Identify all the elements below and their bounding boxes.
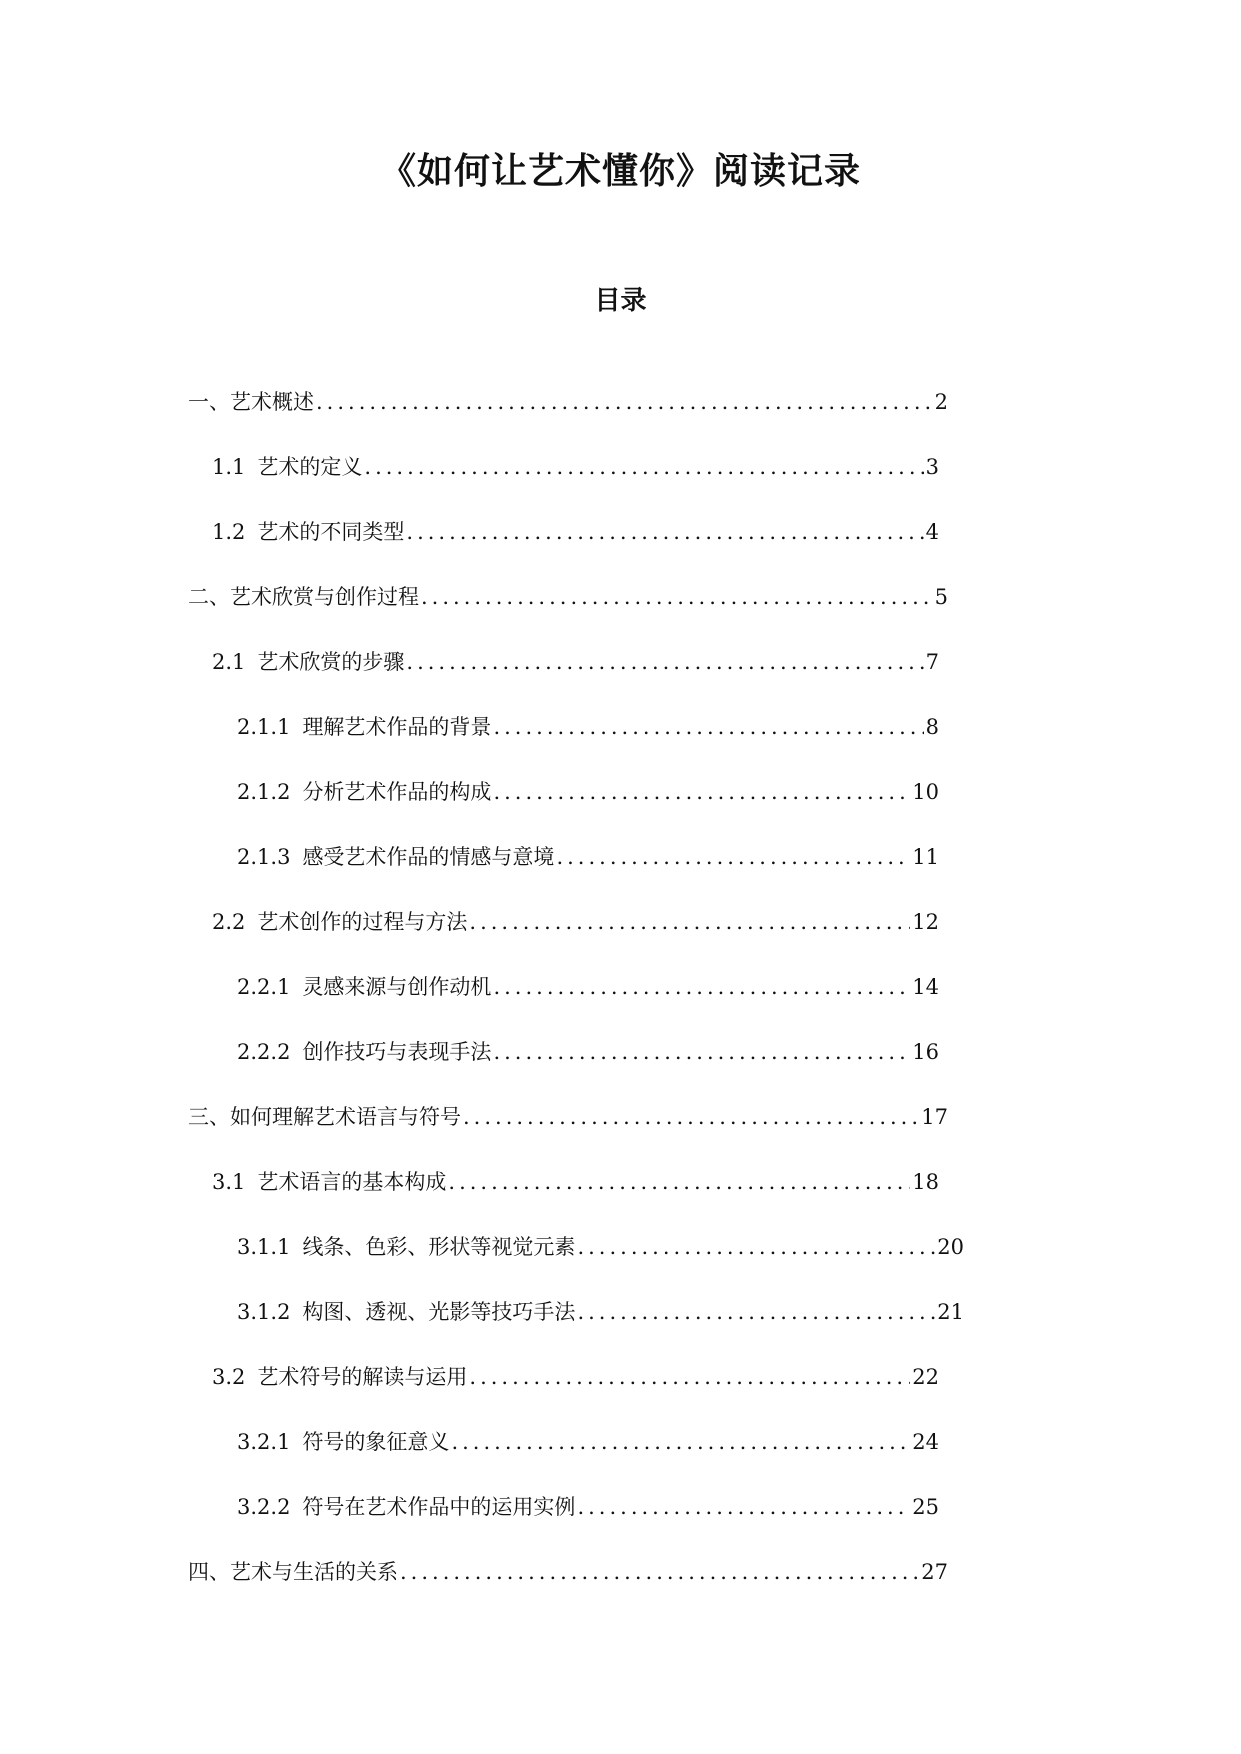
toc-entry-number: 3.1.2 [237, 1300, 291, 1324]
toc-leader-dots [493, 772, 910, 812]
toc-entry-number: 2.1.3 [237, 845, 291, 869]
toc-entry[interactable] [237, 967, 939, 1007]
toc-entry[interactable] [237, 837, 939, 877]
toc-entry-text: 四、艺术与生活的关系 [188, 1560, 398, 1584]
toc-leader-dots [316, 382, 933, 422]
toc-entry-text: 艺术的定义 [257, 455, 363, 479]
toc-entry-number: 2.1.1 [237, 715, 291, 739]
toc-entry[interactable] [237, 772, 939, 812]
toc-entry-page: 11 [912, 845, 939, 869]
toc-leader-dots [406, 512, 923, 552]
toc-entry-page: 21 [937, 1300, 964, 1324]
toc-entry-text: 三、如何理解艺术语言与符号 [188, 1105, 461, 1129]
toc-leader-dots [577, 1292, 935, 1332]
toc-leader-dots [448, 1162, 910, 1202]
toc-leader-dots [421, 577, 933, 617]
toc-entry-page: 10 [912, 780, 939, 804]
toc-entry-number: 3.1.1 [237, 1235, 291, 1259]
toc-entry-page: 14 [912, 975, 939, 999]
toc-leader-dots [364, 447, 923, 487]
toc-entry[interactable] [212, 642, 939, 682]
toc-entry-text: 感受艺术作品的情感与意境 [302, 845, 555, 869]
toc-entry-number: 3.2 [212, 1365, 246, 1389]
toc-entry-number: 2.2 [212, 910, 246, 934]
toc-leader-dots [493, 707, 923, 747]
toc-entry-page: 8 [925, 715, 939, 739]
toc-entry-page: 2 [934, 390, 948, 414]
toc-entry-number: 3.2.2 [237, 1495, 291, 1519]
toc-entry-page: 17 [921, 1105, 948, 1129]
toc-entry[interactable] [188, 577, 948, 617]
toc-entry-page: 22 [912, 1365, 939, 1389]
document-title: 《如何让艺术懂你》阅读记录 [379, 151, 861, 192]
toc-leader-dots [556, 837, 910, 877]
toc-entry-text: 符号的象征意义 [302, 1430, 450, 1454]
toc-entry[interactable] [237, 1227, 964, 1267]
toc-entry-text: 艺术符号的解读与运用 [257, 1365, 468, 1389]
toc-entry[interactable] [237, 707, 939, 747]
toc-entry-page: 4 [925, 520, 939, 544]
toc-leader-dots [400, 1552, 919, 1592]
toc-entry-page: 24 [912, 1430, 939, 1454]
toc-entry-text: 艺术创作的过程与方法 [257, 910, 468, 934]
toc-leader-dots [469, 902, 910, 942]
toc-entry[interactable] [212, 1162, 939, 1202]
toc-leader-dots [451, 1422, 910, 1462]
toc-entry-text: 二、艺术欣赏与创作过程 [188, 585, 419, 609]
toc-leader-dots [577, 1487, 910, 1527]
toc-entry[interactable] [212, 447, 939, 487]
toc-entry-text: 线条、色彩、形状等视觉元素 [302, 1235, 576, 1259]
toc-entry[interactable] [212, 512, 939, 552]
toc-entry-page: 27 [921, 1560, 948, 1584]
toc-entry-number: 1.2 [212, 520, 246, 544]
toc-entry[interactable] [237, 1422, 939, 1462]
toc-entry[interactable] [212, 902, 939, 942]
toc-entry-text: 符号在艺术作品中的运用实例 [302, 1495, 576, 1519]
toc-entry[interactable] [237, 1487, 939, 1527]
toc-entry-text: 艺术欣赏的步骤 [257, 650, 405, 674]
toc-entry-page: 7 [925, 650, 939, 674]
toc-entry-page: 16 [912, 1040, 939, 1064]
toc-leader-dots [463, 1097, 919, 1137]
toc-heading: 目录 [594, 286, 647, 316]
toc-entry-text: 一、艺术概述 [188, 390, 314, 414]
toc-entry-number: 2.1 [212, 650, 246, 674]
toc-entry-page: 3 [925, 455, 939, 479]
toc-entry[interactable] [237, 1032, 939, 1072]
toc-entry-number: 2.2.1 [237, 975, 291, 999]
toc-leader-dots [493, 967, 910, 1007]
toc-entry-page: 12 [912, 910, 939, 934]
toc-entry-number: 1.1 [212, 455, 246, 479]
toc-entry[interactable] [212, 1357, 939, 1397]
toc-leader-dots [577, 1227, 935, 1267]
toc-entry-text: 艺术的不同类型 [257, 520, 405, 544]
toc-entry-number: 3.1 [212, 1170, 246, 1194]
toc-entry-page: 5 [934, 585, 948, 609]
toc-entry[interactable] [188, 382, 948, 422]
toc-entry-number: 2.1.2 [237, 780, 291, 804]
toc-leader-dots [406, 642, 923, 682]
toc-entry-text: 分析艺术作品的构成 [302, 780, 492, 804]
toc-entry-text: 理解艺术作品的背景 [302, 715, 492, 739]
toc-entry[interactable] [188, 1552, 948, 1592]
toc-entry-text: 构图、透视、光影等技巧手法 [302, 1300, 576, 1324]
toc-leader-dots [469, 1357, 910, 1397]
toc-entry-number: 3.2.1 [237, 1430, 291, 1454]
toc-entry-text: 创作技巧与表现手法 [302, 1040, 492, 1064]
toc-leader-dots [493, 1032, 910, 1072]
toc-entry-page: 18 [912, 1170, 939, 1194]
toc-entry[interactable] [188, 1097, 948, 1137]
toc-entry-number: 2.2.2 [237, 1040, 291, 1064]
toc-entry[interactable] [237, 1292, 964, 1332]
toc-entry-page: 20 [937, 1235, 964, 1259]
toc-entry-text: 艺术语言的基本构成 [257, 1170, 447, 1194]
toc-entry-text: 灵感来源与创作动机 [302, 975, 492, 999]
toc-entry-page: 25 [912, 1495, 939, 1519]
